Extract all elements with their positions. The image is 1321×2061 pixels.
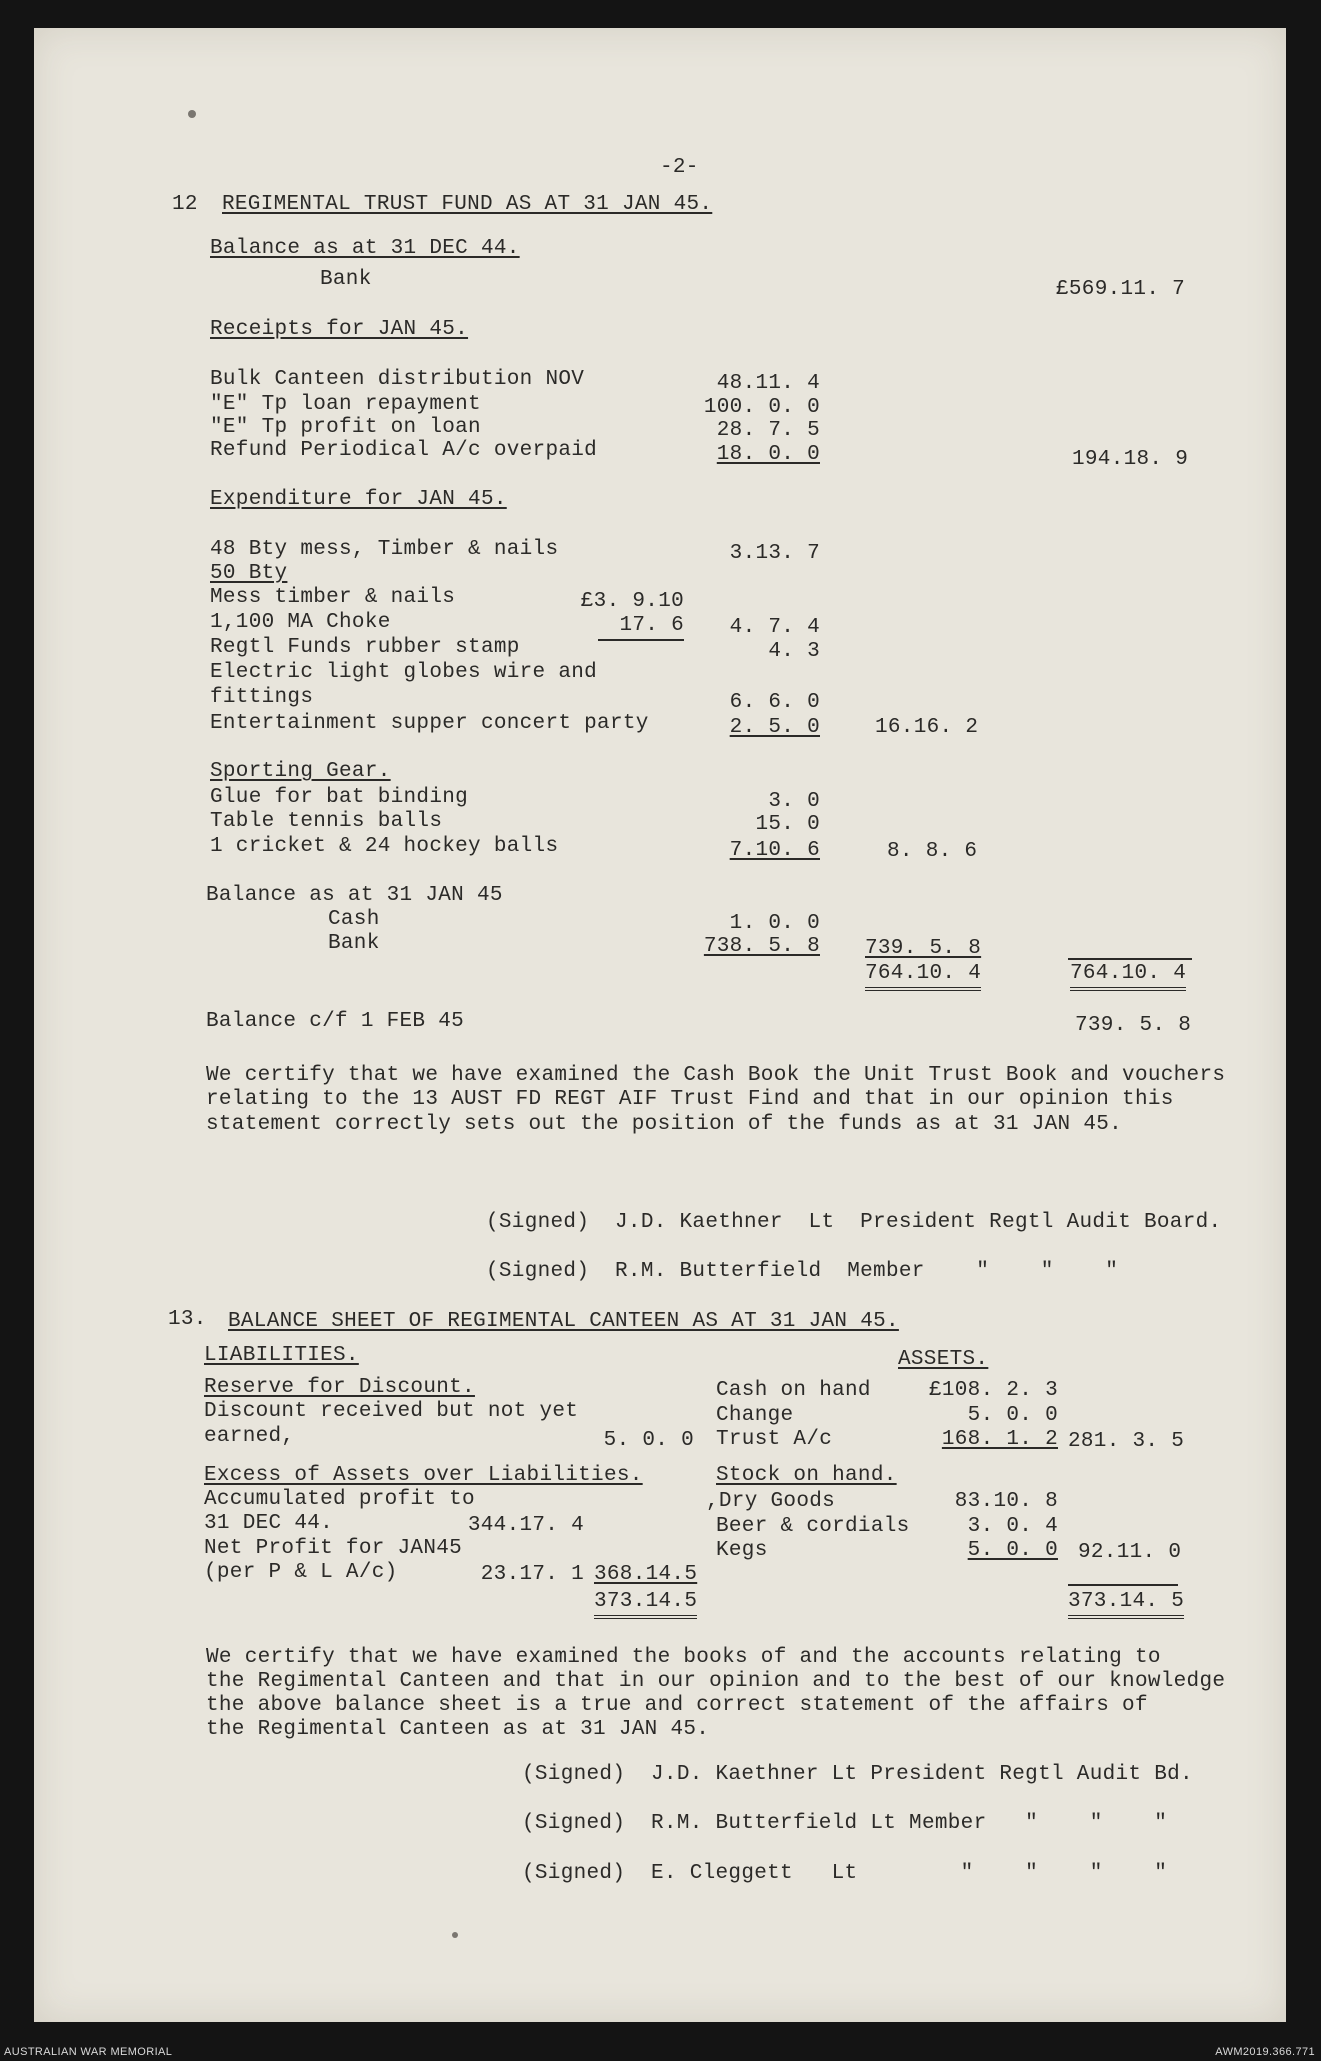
expense-amount: 6. 6. 0 [729, 691, 820, 714]
balance-cf-label: Balance c/f 1 FEB 45 [206, 1010, 465, 1033]
receipt-amount: 18. 0. 0 [716, 443, 820, 466]
accumulated-amount: 344.17. 4 [467, 1514, 584, 1537]
expense-amount: 3.13. 7 [729, 542, 820, 565]
reserve-heading: Reserve for Discount. [204, 1376, 475, 1399]
assets-heading: ASSETS. [898, 1348, 989, 1371]
asset-amount: 168. 1. 2 [941, 1428, 1058, 1451]
bank-label: Bank [320, 268, 372, 291]
page-number: -2- [660, 156, 699, 179]
cash-label: Cash [328, 908, 380, 931]
receipt-label: Bulk Canteen distribution NOV [210, 368, 585, 391]
expense-sub-amount: 17. 6 [619, 614, 684, 637]
asset-amount: 3. 0. 4 [967, 1515, 1058, 1538]
sporting-gear-heading: Sporting Gear. [210, 760, 391, 783]
certify-line: the Regimental Canteen and that in our opinion and to the best of our knowledge [206, 1670, 1226, 1693]
section-13-number: 13. [168, 1308, 207, 1331]
ink-spot [188, 110, 196, 118]
certify-line: the above balance sheet is a true and correct statement of the affairs of [206, 1694, 1148, 1717]
receipt-label: "E" Tp profit on loan [210, 416, 481, 439]
receipt-amount: 100. 0. 0 [703, 396, 820, 419]
cash-amount: 1. 0. 0 [729, 912, 820, 935]
sport-label: 1 cricket & 24 hockey balls [210, 835, 559, 858]
footer-accession-number: AWM2019.366.771 [1215, 2046, 1315, 2058]
asset-label: Beer & cordials [716, 1515, 910, 1538]
receipt-label: "E" Tp loan repayment [210, 393, 481, 416]
sporting-total: 8. 8. 6 [887, 840, 978, 863]
discount-amount: 5. 0. 0 [603, 1429, 694, 1452]
assets-total: 373.14. 5 [1068, 1590, 1184, 1619]
expenditure-total: 16.16. 2 [875, 716, 979, 739]
receipt-amount: 28. 7. 5 [716, 419, 820, 442]
signature-line: (Signed) J.D. Kaethner Lt President Regtl Audit Bd. [522, 1763, 1193, 1786]
expense-label: 1,100 MA Choke [210, 611, 391, 634]
asset-amount: 5. 0. 0 [967, 1404, 1058, 1427]
bank-label: Bank [328, 932, 380, 955]
asset-amount: 5. 0. 0 [967, 1539, 1058, 1562]
cash-assets-total: 281. 3. 5 [1068, 1430, 1185, 1453]
expense-label: Mess timber & nails [210, 586, 456, 609]
section-12-title: REGIMENTAL TRUST FUND AS AT 31 JAN 45. [222, 193, 713, 216]
liability-label: 31 DEC 44. [204, 1512, 334, 1535]
expense-label: fittings [210, 686, 314, 709]
section-13-title: BALANCE SHEET OF REGIMENTAL CANTEEN AS AT 31 JAN 45. [228, 1310, 899, 1333]
expense-amount: 4. 3 [768, 640, 820, 663]
grand-total-right: 764.10. 4 [1070, 962, 1186, 991]
sport-amount: 15. 0 [755, 813, 820, 836]
certify-line: the Regimental Canteen as at 31 JAN 45. [206, 1718, 710, 1741]
asset-label: Kegs [716, 1539, 768, 1562]
stock-heading: Stock on hand. [716, 1464, 897, 1487]
bank-opening-amount: £569.11. 7 [1056, 278, 1186, 301]
receipts-heading: Receipts for JAN 45. [210, 318, 469, 341]
signature-line: (Signed) E. Cleggett Lt " " " " [522, 1862, 1168, 1885]
expense-label: Electric light globes wire and [210, 661, 598, 684]
asset-label: Change [716, 1404, 794, 1427]
asset-amount: 83.10. 8 [954, 1490, 1058, 1513]
total-rule [1068, 1584, 1178, 1586]
bty-50-heading: 50 Bty [210, 562, 288, 585]
asset-label: Trust A/c [716, 1428, 833, 1451]
excess-heading: Excess of Assets over Liabilities. [204, 1464, 643, 1487]
liability-label: earned, [204, 1425, 295, 1448]
liability-label: Net Profit for JAN45 [204, 1537, 463, 1560]
asset-label: Cash on hand [716, 1379, 871, 1402]
expense-sub-amount: £3. 9.10 [580, 590, 684, 613]
stock-total: 92.11. 0 [1078, 1541, 1182, 1564]
certify-line: We certify that we have examined the Cash Book the Unit Trust Book and vouchers [206, 1064, 1226, 1087]
sport-amount: 7.10. 6 [729, 839, 820, 862]
signature-line: (Signed) R.M. Butterfield Lt Member " " " [522, 1812, 1168, 1835]
certify-line: relating to the 13 AUST FD REGT AIF Trust Find and that in our opinion this [206, 1088, 1174, 1111]
expenditure-heading: Expenditure for JAN 45. [210, 488, 507, 511]
sport-label: Table tennis balls [210, 810, 443, 833]
net-profit-amount: 23.17. 1 [480, 1563, 584, 1586]
expense-amount: 2. 5. 0 [729, 716, 820, 739]
balance-jan-heading: Balance as at 31 JAN 45 [206, 884, 503, 907]
liability-label: Accumulated profit to [204, 1488, 475, 1511]
certify-line: We certify that we have examined the books of and the accounts relating to [206, 1646, 1161, 1669]
sport-label: Glue for bat binding [210, 786, 469, 809]
subtotal-rule [598, 639, 684, 641]
liabilities-heading: LIABILITIES. [204, 1344, 359, 1367]
sport-amount: 3. 0 [768, 790, 820, 813]
footer-credit: AUSTRALIAN WAR MEMORIAL [4, 2046, 173, 2058]
signature-line: (Signed) R.M. Butterfield Member " " " [486, 1260, 1119, 1283]
expense-label: 48 Bty mess, Timber & nails [210, 538, 559, 561]
balance-dec-heading: Balance as at 31 DEC 44. [210, 237, 520, 260]
signature-line: (Signed) J.D. Kaethner Lt President Regtl Audit Board. [486, 1211, 1222, 1234]
net-profit-total: 368.14.5 [594, 1563, 698, 1586]
receipts-total: 194.18. 9 [1072, 448, 1189, 471]
liabilities-total: 373.14.5 [594, 1590, 697, 1619]
receipt-amount: 48.11. 4 [716, 372, 820, 395]
ink-spot [452, 1932, 458, 1938]
expense-amount: 4. 7. 4 [729, 616, 820, 639]
receipt-label: Refund Periodical A/c overpaid [210, 439, 598, 462]
expense-label: Regtl Funds rubber stamp [210, 636, 520, 659]
liability-label: Discount received but not yet [204, 1400, 579, 1423]
balance-cf-amount: 739. 5. 8 [1075, 1014, 1192, 1037]
balance-total: 739. 5. 8 [865, 937, 982, 960]
liability-label: (per P & L A/c) [204, 1561, 398, 1584]
grand-total-mid: 764.10. 4 [865, 962, 981, 991]
asset-amount: £108. 2. 3 [928, 1379, 1058, 1402]
total-rule [1068, 958, 1192, 960]
asset-label: ,Dry Goods [706, 1490, 836, 1513]
section-12-number: 12 [172, 193, 198, 216]
expense-label: Entertainment supper concert party [210, 712, 649, 735]
bank-amount: 738. 5. 8 [703, 935, 820, 958]
certify-line: statement correctly sets out the position of the funds as at 31 JAN 45. [206, 1113, 1123, 1136]
